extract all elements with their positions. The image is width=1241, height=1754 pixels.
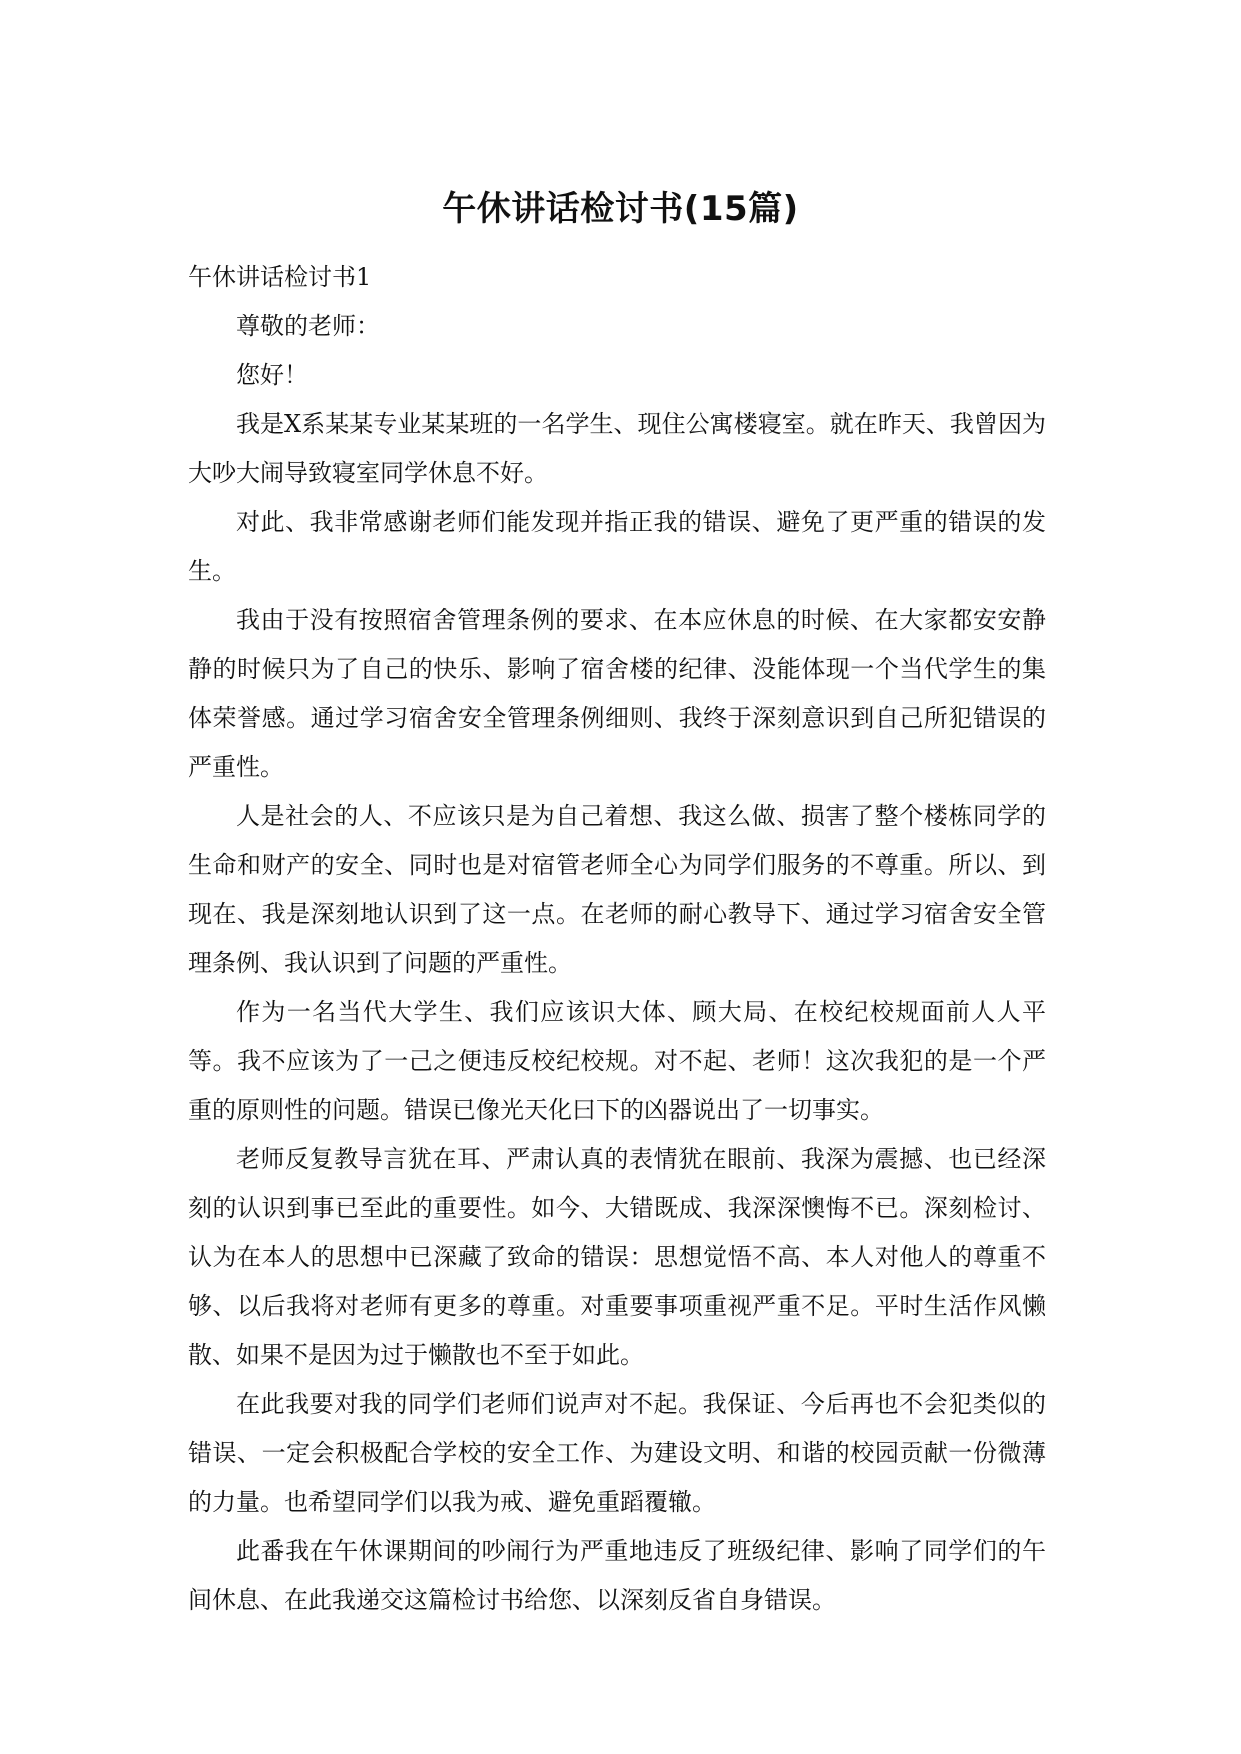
paragraph: 在此我要对我的同学们老师们说声对不起。我保证、今后再也不会犯类似的错误、一定会积极配合学校的安全工作、为建设文明、和谐的校园贡献一份微薄的力量。也希望同学们以我为戒、避免重蹈覆辙。 — [188, 1390, 1046, 1516]
paragraph: 我是X系某某专业某某班的一名学生、现住公寓楼寝室。就在昨天、我曾因为大吵大闹导致寝室同学休息不好。 — [188, 410, 1046, 487]
paragraph: 作为一名当代大学生、我们应该识大体、顾大局、在校纪校规面前人人平等。我不应该为了一己之便违反校纪校规。对不起、老师！这次我犯的是一个严重的原则性的问题。错误已像光天化曰下的凶器说出了一切事实。 — [188, 998, 1046, 1124]
paragraph: 此番我在午休课期间的吵闹行为严重地违反了班级纪律、影响了同学们的午间休息、在此我递交这篇检讨书给您、以深刻反省自身错误。 — [188, 1537, 1046, 1614]
paragraph: 老师反复教导言犹在耳、严肃认真的表情犹在眼前、我深为震撼、也已经深刻的认识到事已至此的重要性。如今、大错既成、我深深懊悔不已。深刻检讨、认为在本人的思想中已深藏了致命的错误：思想觉悟不高、本人对他人的尊重不够、以后我将对老师有更多的尊重。对重要事项重视严重不足。平时生活作风懒散、如果不是因为过于懒散也不至于如此。 — [188, 1145, 1046, 1369]
paragraph: 我由于没有按照宿舍管理条例的要求、在本应休息的时候、在大家都安安静静的时候只为了自己的快乐、影响了宿舍楼的纪律、没能体现一个当代学生的集体荣誉感。通过学习宿舍安全管理条例细则、我终于深刻意识到自己所犯错误的严重性。 — [188, 606, 1046, 781]
document-title: 午休讲话检讨书(15篇) — [442, 189, 799, 229]
greeting: 您好！ — [236, 361, 308, 389]
document-body — [188, 253, 1046, 1625]
section-heading: 午休讲话检讨书1 — [188, 263, 372, 291]
paragraph: 对此、我非常感谢老师们能发现并指正我的错误、避免了更严重的错误的发生。 — [188, 508, 1046, 585]
paragraph: 人是社会的人、不应该只是为自己着想、我这么做、损害了整个楼栋同学的生命和财产的安全、同时也是对宿管老师全心为同学们服务的不尊重。所以、到现在、我是深刻地认识到了这一点。在老师的耐心教导下、通过学习宿舍安全管理条例、我认识到了问题的严重性。 — [188, 802, 1046, 977]
salutation: 尊敬的老师： — [236, 312, 380, 340]
